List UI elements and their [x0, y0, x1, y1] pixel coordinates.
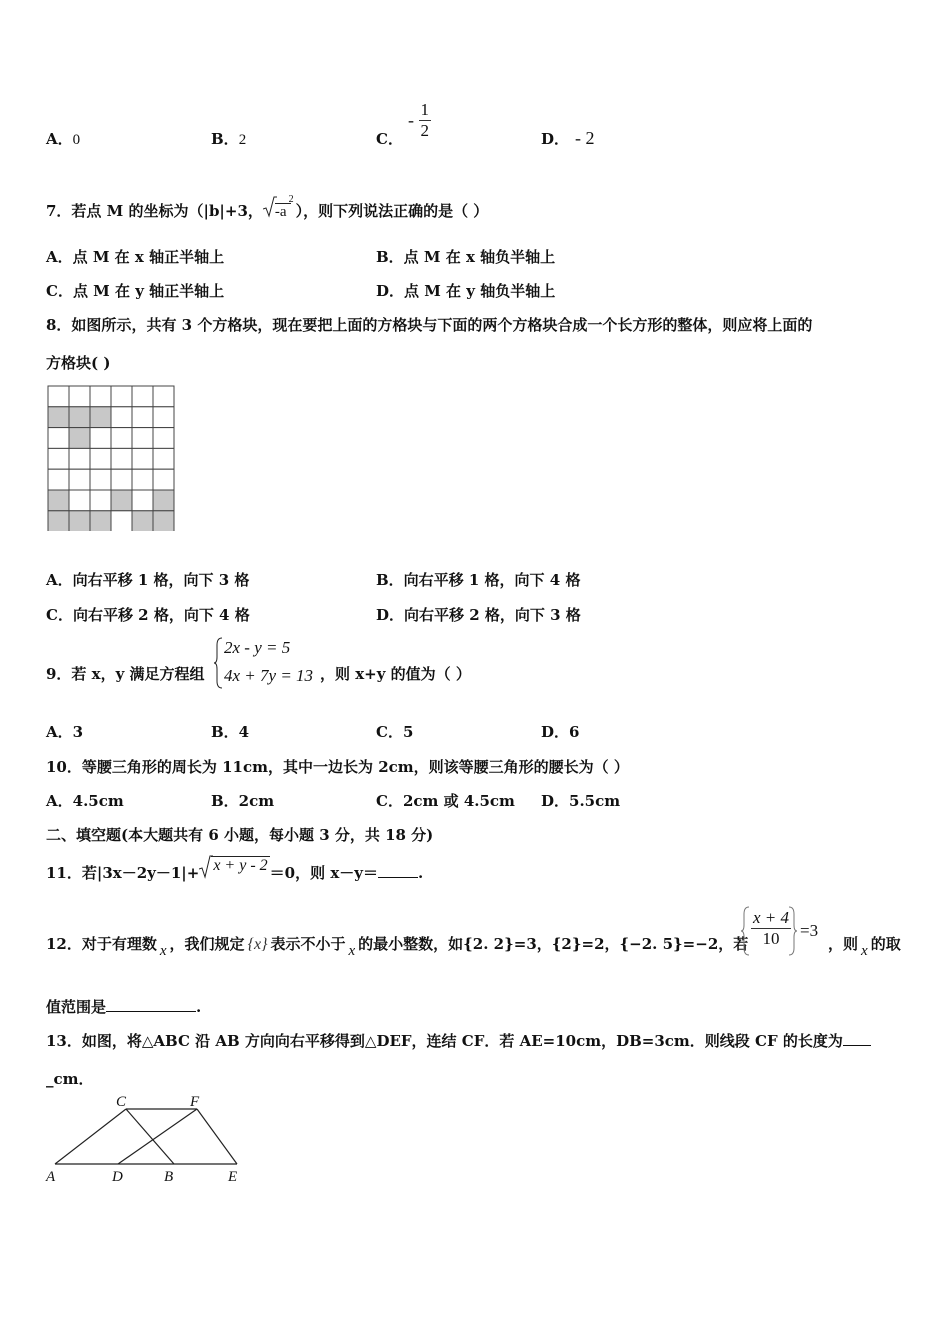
q7-option-a: A．点 M 在 x 轴正半轴上: [46, 248, 225, 266]
grid-cell: [153, 407, 174, 428]
q8-option-a: A．向右平移 1 格，向下 3 格: [46, 571, 250, 589]
q11-prefix: 11．若|3x－2y－1|+: [46, 864, 200, 882]
q10-option-d: D．5.5cm: [541, 792, 621, 810]
label-c: C: [116, 1094, 127, 1110]
option-letter: A．: [46, 130, 73, 148]
grid-cell: [69, 448, 90, 469]
label-f: F: [190, 1094, 200, 1110]
q11-stem: [46, 857, 424, 883]
grid-cell: [90, 386, 111, 407]
grid-cell-shaded: [90, 511, 111, 531]
grid-cell: [132, 490, 153, 511]
q6-option-d: [541, 128, 595, 149]
answer-blank: [106, 1011, 196, 1012]
q8-option-d: D．向右平移 2 格，向下 3 格: [376, 606, 581, 624]
line-fe: [197, 1109, 237, 1164]
q13-text: 13．如图，将△ABC 沿 AB 方向向右平移得到△DEF，连结 CF．若 AE=10cm，DB=3cm．则线段 CF 的长度为: [46, 1032, 843, 1050]
q12-text: 的最小整数，如{2. 2}=3，{2}=2，{−2. 5}=−2，若: [358, 935, 749, 953]
q12-text: 值范围是: [46, 998, 107, 1016]
q7-option-d: D．点 M 在 y 轴负半轴上: [376, 282, 556, 300]
grid-cell: [90, 448, 111, 469]
grid-cell: [132, 407, 153, 428]
line-fd: [118, 1109, 197, 1164]
q8-stem-line2: 方格块( ): [46, 354, 111, 372]
fraction-denominator: 10: [751, 928, 791, 949]
sqrt-content: x + y - 2: [213, 857, 268, 874]
grid-cell: [111, 386, 132, 407]
label-b: B: [164, 1169, 174, 1185]
grid-cell: [153, 386, 174, 407]
fraction-numerator: x + 4: [753, 908, 790, 927]
q7-option-b: B．点 M 在 x 轴负半轴上: [376, 248, 556, 266]
grid-cell-shaded: [48, 490, 69, 511]
q9-equation-1: 2x - y = 5: [224, 638, 291, 657]
q6-option-b: [211, 128, 246, 149]
q9-stem-prefix: 9．若 x，y 满足方程组: [46, 665, 205, 683]
q13-stem-line2: _cm．: [46, 1070, 94, 1088]
option-letter: D．: [541, 130, 570, 148]
q9-option-d: D．6: [541, 723, 580, 741]
grid-cell: [153, 469, 174, 490]
q13-stem-line1: [46, 1030, 871, 1051]
q12-end: .: [196, 998, 202, 1016]
sqrt-sign-icon: [263, 196, 277, 218]
option-value: - 2: [575, 128, 595, 148]
answer-blank: [843, 1045, 871, 1046]
fraction: [419, 100, 432, 141]
q7-option-c: C．点 M 在 y 轴正半轴上: [46, 282, 225, 300]
grid-cell: [90, 428, 111, 449]
q7-stem: [46, 194, 489, 221]
q12-stem-line2: [46, 996, 201, 1017]
grid-cell: [111, 469, 132, 490]
grid-cell: [48, 469, 69, 490]
variable-x: x: [159, 943, 167, 959]
grid-cell: [132, 428, 153, 449]
label-a: A: [46, 1169, 56, 1185]
q10-option-c: C．2cm 或 4.5cm: [376, 792, 515, 810]
q8-grid-figure: [47, 385, 177, 531]
grid-cell: [132, 469, 153, 490]
grid-cell: [132, 448, 153, 469]
q7-stem-prefix: 7．若点 M 的坐标为（|b|+3，: [46, 202, 263, 220]
q11-sqrt: [199, 857, 269, 883]
fraction-denominator: 2: [420, 121, 429, 140]
q11-end: .: [417, 864, 424, 882]
grid-cell-shaded: [69, 511, 90, 531]
q12-equals: =3: [800, 921, 819, 940]
grid-cell-shaded: [48, 407, 69, 428]
q9-option-a: A．3: [46, 723, 84, 741]
q6-option-c-value: [408, 100, 431, 141]
variable-x: x: [861, 943, 868, 959]
option-value: 0: [72, 132, 81, 148]
q9-stem-suffix: ，则 x+y 的值为（ ）: [320, 665, 471, 683]
grid-cell: [90, 469, 111, 490]
grid-cell-shaded: [153, 511, 174, 531]
left-brace-icon: [740, 906, 750, 956]
q12-text: 表示不小于: [270, 935, 346, 953]
grid-cell: [111, 511, 132, 531]
answer-blank: [378, 877, 418, 878]
q13-figure: [40, 1092, 250, 1188]
grid-cell-shaded: [90, 407, 111, 428]
sqrt-content: -a: [275, 203, 291, 220]
grid-cell-shaded: [48, 511, 69, 531]
brace-notation: {x}: [247, 936, 268, 953]
q12-text: 12．对于有理数: [46, 935, 157, 953]
grid-cell: [48, 448, 69, 469]
exponent: 2: [288, 194, 294, 205]
grid-cell: [48, 386, 69, 407]
grid-cell: [111, 407, 132, 428]
fraction-numerator: 1: [420, 100, 429, 119]
grid-cell: [153, 448, 174, 469]
q12-stem-part1: [46, 933, 749, 959]
right-brace-icon: [788, 906, 798, 956]
q8-option-c: C．向右平移 2 格，向下 4 格: [46, 606, 250, 624]
label-e: E: [228, 1169, 238, 1185]
option-letter: B．: [211, 130, 239, 148]
section-title: 二、填空题(本大题共有 6 小题，每小题 3 分，共 18 分): [46, 826, 434, 844]
grid-cell-shaded: [111, 490, 132, 511]
grid-cell-shaded: [153, 490, 174, 511]
grid-cell: [48, 428, 69, 449]
grid-cell-shaded: [69, 428, 90, 449]
q8-stem-line1: 8．如图所示，共有 3 个方格块，现在要把上面的方格块与下面的两个方格块合成一个长方形的整体，则应将上面的: [46, 316, 813, 334]
q11-suffix: ＝0，则 x－y＝: [269, 864, 378, 882]
q9-option-c: C．5: [376, 723, 414, 741]
q6-option-c: [376, 128, 403, 149]
q12-text: ，我们规定: [169, 935, 245, 953]
q12-fraction: [751, 908, 791, 949]
variable-x: x: [348, 943, 356, 959]
q12-stem-part2: [828, 933, 901, 959]
q8-option-b: B．向右平移 1 格，向下 4 格: [376, 571, 581, 589]
grid-cell: [90, 490, 111, 511]
grid-cell: [153, 428, 174, 449]
left-brace-icon: [213, 637, 223, 689]
line-ac: [55, 1109, 126, 1164]
grid-cell-shaded: [69, 407, 90, 428]
q12-text: 的取: [870, 935, 901, 953]
q7-stem-suffix: ），则下列说法正确的是（ ）: [295, 202, 489, 220]
grid-cell: [69, 386, 90, 407]
option-letter: C．: [376, 130, 403, 148]
grid-cell: [111, 448, 132, 469]
q12-text: ，则: [828, 935, 859, 953]
label-d: D: [112, 1169, 123, 1185]
minus-sign: -: [408, 110, 414, 130]
q10-option-a: A．4.5cm: [46, 792, 124, 810]
grid-cell: [111, 428, 132, 449]
q6-option-a: [46, 128, 80, 149]
line-cb: [126, 1109, 174, 1164]
q9-equation-2: 4x + 7y = 13: [224, 666, 314, 685]
q10-option-b: B．2cm: [211, 792, 275, 810]
q10-stem: 10．等腰三角形的周长为 11cm，其中一边长为 2cm，则该等腰三角形的腰长为（ ）: [46, 758, 629, 776]
grid-cell: [69, 469, 90, 490]
grid-cell: [132, 386, 153, 407]
q9-option-b: B．4: [211, 723, 250, 741]
grid-cell: [69, 490, 90, 511]
option-value: 2: [238, 132, 247, 148]
q7-sqrt: [263, 194, 296, 221]
grid-cell-shaded: [132, 511, 153, 531]
